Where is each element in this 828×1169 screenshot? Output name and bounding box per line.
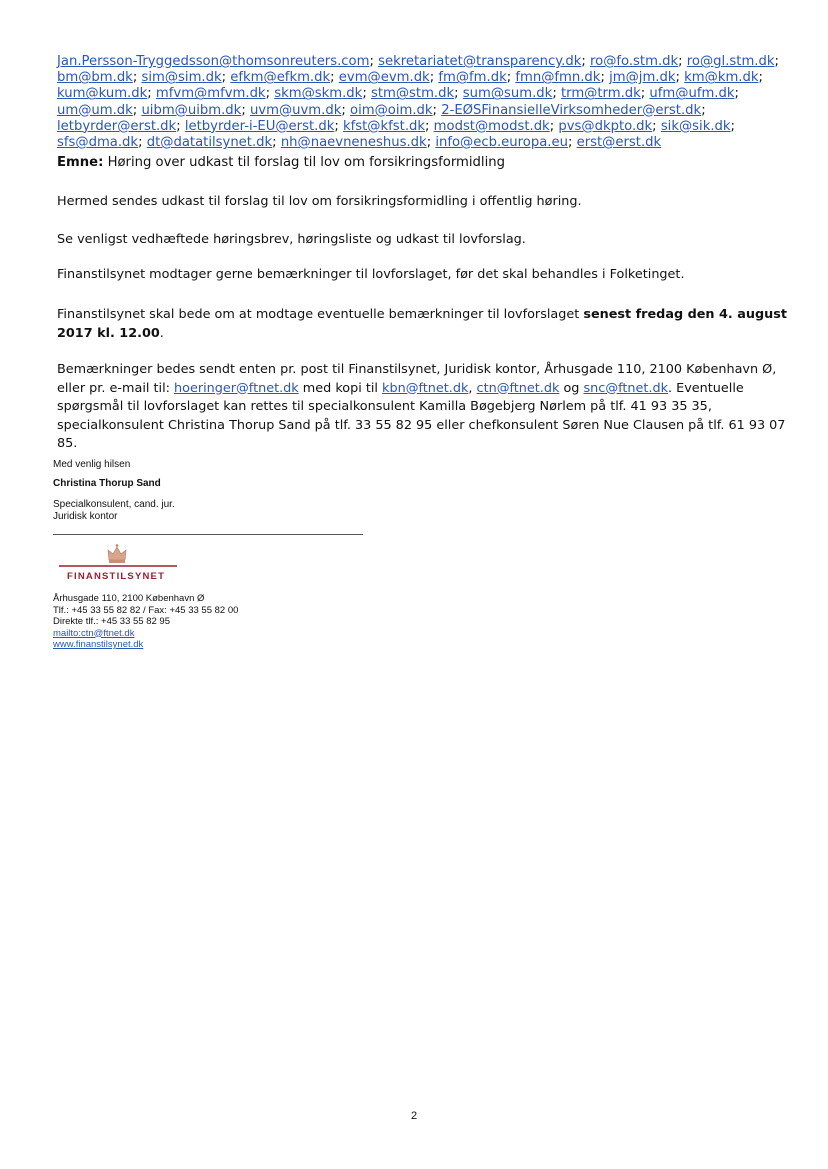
ctn-email-link[interactable]: ctn@ftnet.dk	[476, 380, 560, 396]
contact-text-d: og	[559, 380, 584, 396]
recipient-email-link[interactable]: erst@erst.dk	[576, 135, 662, 151]
recipient-separator: ;	[132, 70, 142, 86]
recipient-separator: ;	[330, 70, 339, 86]
recipient-email-link[interactable]: efkm@efkm.dk	[230, 70, 331, 86]
recipient-separator: ;	[652, 118, 661, 134]
deadline-date: senest fredag den 4. august 2017 kl. 12.00	[57, 307, 787, 341]
snc-email-link[interactable]: snc@ftnet.dk	[583, 380, 669, 396]
recipient-separator: ;	[552, 86, 561, 102]
recipient-email-link[interactable]: letbyrder@erst.dk	[57, 118, 177, 134]
recipient-email-link[interactable]: oim@oim.dk	[350, 102, 433, 118]
recipient-email-link[interactable]: dt@datatilsynet.dk	[146, 135, 273, 151]
hoeringer-email-link[interactable]: hoeringer@ftnet.dk	[174, 380, 299, 396]
recipient-email-link[interactable]: sik@sik.dk	[660, 118, 731, 134]
recipient-separator: ;	[567, 135, 577, 151]
signature-divider	[53, 534, 363, 535]
recipient-separator: ;	[429, 70, 439, 86]
subject-line	[57, 155, 797, 171]
recipient-separator: ;	[341, 102, 350, 118]
recipient-email-link[interactable]: um@um.dk	[57, 102, 133, 118]
contact-text-a: Bemærkninger bedes sendt enten pr. post til Finanstilsynet, Juridisk kontor, Århusgade 110, 2100 København Ø, eller pr. e-mail til:	[57, 362, 777, 396]
recipient-email-link[interactable]: fm@fm.dk	[438, 70, 507, 86]
recipient-email-link[interactable]: ro@fo.stm.dk	[590, 54, 679, 69]
recipient-email-link[interactable]: sfs@dma.dk	[57, 135, 139, 151]
recipient-email-link[interactable]: ro@gl.stm.dk	[686, 54, 775, 69]
recipient-separator: ;	[549, 118, 559, 134]
recipient-email-link[interactable]: uvm@uvm.dk	[249, 102, 342, 118]
recipient-separator: ;	[454, 86, 463, 102]
org-name-logo: FINANSTILSYNET	[67, 571, 166, 582]
org-direct-phone: Direkte tlf.: +45 33 55 82 95	[53, 616, 170, 627]
recipient-email-link[interactable]: evm@evm.dk	[338, 70, 430, 86]
body-paragraph-3: Finanstilsynet modtager gerne bemærkninger til lovforslaget, før det skal behandles i Folketinget.	[57, 267, 685, 282]
recipient-separator: ;	[265, 86, 275, 102]
contact-text-c: ,	[468, 380, 477, 396]
mailto-link[interactable]: mailto:ctn@ftnet.dk	[53, 627, 135, 639]
subject-label: Emne:	[57, 155, 104, 170]
recipient-email-link[interactable]: modst@modst.dk	[433, 118, 550, 134]
body-paragraph-5	[57, 361, 792, 454]
recipient-separator: ;	[675, 70, 685, 86]
recipient-email-link[interactable]: Jan.Persson-Tryggedsson@thomsonreuters.com	[57, 54, 370, 69]
signature-greeting: Med venlig hilsen	[53, 459, 131, 470]
signature-name: Christina Thorup Sand	[53, 478, 161, 489]
recipient-separator: ;	[640, 86, 650, 102]
recipient-separator: ;	[138, 135, 147, 151]
recipient-email-link[interactable]: mfvm@mfvm.dk	[155, 86, 266, 102]
org-address-block	[53, 593, 238, 651]
recipient-email-link[interactable]: sim@sim.dk	[141, 70, 222, 86]
recipient-separator: ;	[369, 54, 379, 69]
recipient-separator: ;	[678, 54, 687, 69]
recipient-separator: ;	[734, 86, 739, 102]
contact-text-e: . Eventuelle spørgsmål til lovforslaget kan rettes til specialkonsulent Kamilla Bøgebjerg Nørlem på tlf. 41 93 35 35, specialkonsulent Christina Thorup Sand på tlf. 33 55 82 95 eller chefkonsulent Søren Nue Clausen på tlf. 61 93 07 85.	[57, 380, 786, 451]
page-number: 2	[410, 1110, 418, 1122]
recipient-email-link[interactable]: jm@jm.dk	[609, 70, 676, 86]
body-paragraph-2: Se venligst vedhæftede høringsbrev, høringsliste og udkast til lovforslag.	[57, 232, 526, 247]
recipient-email-link[interactable]: ufm@ufm.dk	[649, 86, 735, 102]
recipient-separator: ;	[426, 135, 436, 151]
recipient-email-link[interactable]: 2-EØSFinansielleVirksomheder@erst.dk	[441, 102, 702, 118]
recipient-separator: ;	[774, 54, 779, 69]
recipient-email-link[interactable]: letbyrder-i-EU@erst.dk	[184, 118, 335, 134]
deadline-intro: Finanstilsynet skal bede om at modtage eventuelle bemærkninger til lovforslaget	[57, 307, 584, 322]
subject-text: Høring over udkast til forslag til lov om forsikringsformidling	[107, 155, 505, 170]
recipient-separator: ;	[581, 54, 590, 69]
recipient-email-link[interactable]: kfst@kfst.dk	[342, 118, 426, 134]
recipient-email-link[interactable]: skm@skm.dk	[274, 86, 363, 102]
recipient-separator: ;	[221, 70, 231, 86]
recipient-email-link[interactable]: kum@kum.dk	[57, 86, 148, 102]
recipient-separator: ;	[600, 70, 610, 86]
recipient-email-link[interactable]: info@ecb.europa.eu	[435, 135, 568, 151]
contact-text-b: med kopi til	[298, 380, 383, 396]
signature-title-line2: Juridisk kontor	[53, 511, 118, 522]
recipient-separator: ;	[432, 102, 442, 118]
recipient-separator: ;	[701, 102, 706, 118]
recipient-separator: ;	[362, 86, 371, 102]
recipient-email-link[interactable]: stm@stm.dk	[370, 86, 455, 102]
recipient-separator: ;	[334, 118, 343, 134]
recipient-email-link[interactable]: sekretariatet@transparency.dk	[378, 54, 582, 69]
body-paragraph-1: Hermed sendes udkast til forslag til lov om forsikringsformidling i offentlig høring.	[57, 194, 582, 209]
recipient-separator: ;	[132, 102, 142, 118]
recipient-separator: ;	[425, 118, 434, 134]
recipient-email-link[interactable]: uibm@uibm.dk	[141, 102, 242, 118]
recipient-separator: ;	[241, 102, 250, 118]
recipient-email-link[interactable]: km@km.dk	[684, 70, 759, 86]
recipient-email-link[interactable]: fmn@fmn.dk	[515, 70, 601, 86]
crown-icon	[108, 544, 126, 563]
deadline-end: .	[159, 325, 164, 341]
recipient-separator: ;	[730, 118, 735, 134]
recipient-separator: ;	[758, 70, 763, 86]
recipient-separator: ;	[176, 118, 185, 134]
recipient-email-link[interactable]: nh@naevneneshus.dk	[280, 135, 427, 151]
recipient-email-link[interactable]: pvs@dkpto.dk	[558, 118, 653, 134]
org-address: Århusgade 110, 2100 København Ø	[53, 593, 205, 604]
recipient-list	[57, 54, 787, 151]
recipient-separator: ;	[147, 86, 156, 102]
body-paragraph-4	[57, 306, 792, 343]
org-phone: Tlf.: +45 33 55 82 82 / Fax: +45 33 55 82 00	[53, 604, 239, 616]
kbn-email-link[interactable]: kbn@ftnet.dk	[382, 380, 469, 396]
recipient-email-link[interactable]: sum@sum.dk	[462, 86, 553, 102]
signature-title-line1: Specialkonsulent, cand. jur.	[53, 499, 175, 510]
website-link[interactable]: www.finanstilsynet.dk	[53, 639, 144, 650]
signature-title	[53, 499, 253, 523]
recipient-email-link[interactable]: trm@trm.dk	[560, 86, 641, 102]
recipient-separator: ;	[506, 70, 516, 86]
recipient-email-link[interactable]: bm@bm.dk	[57, 70, 133, 86]
recipient-separator: ;	[272, 135, 281, 151]
